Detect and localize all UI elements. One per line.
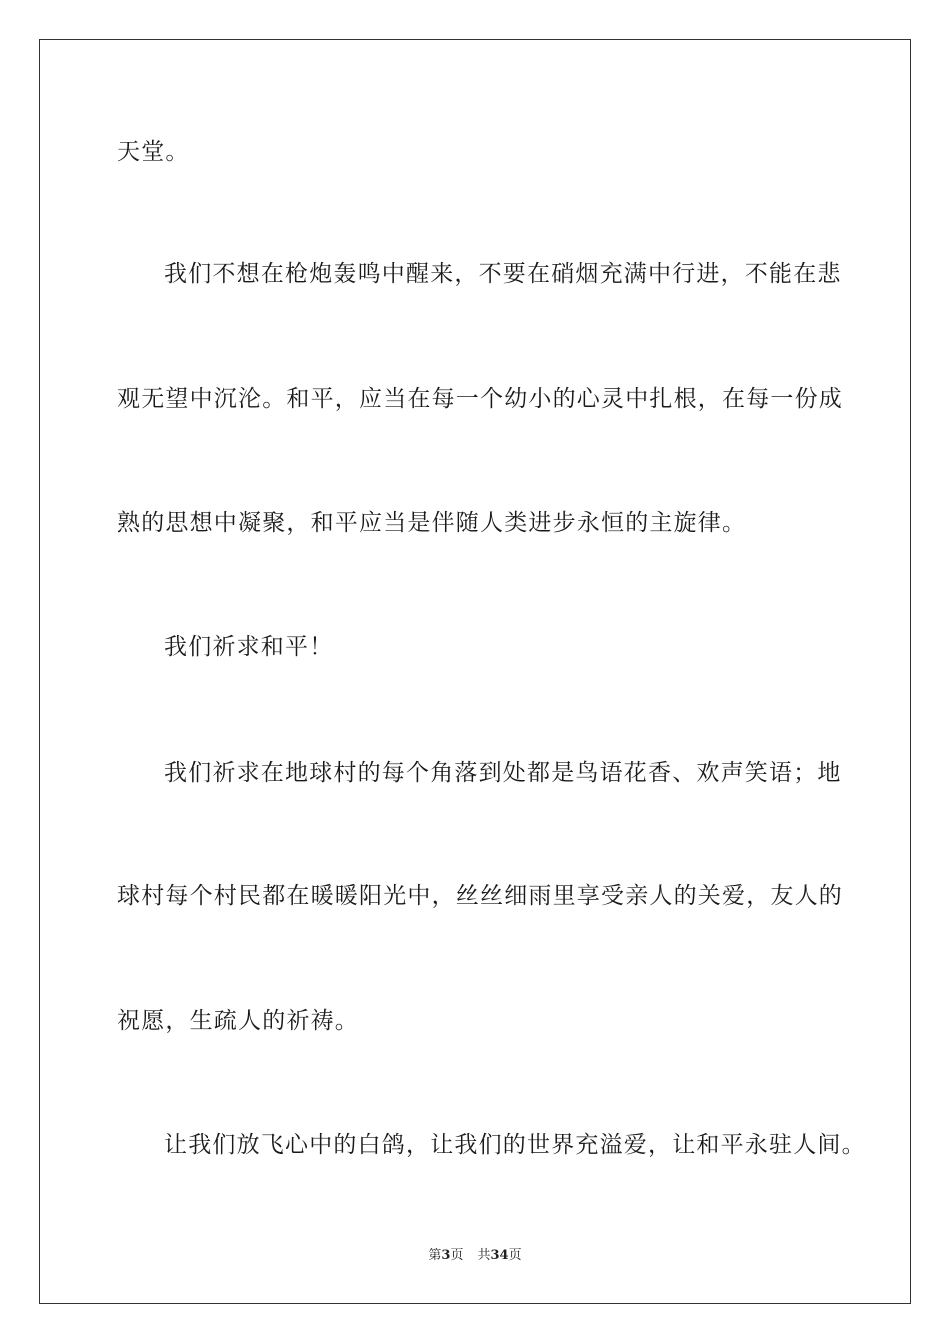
paragraph-line-7: 球村每个村民都在暖暖阳光中，丝丝细雨里享受亲人的关爱，友人的 [117,883,843,909]
page-footer [0,1247,950,1265]
paragraph-line-4: 熟的思想中凝聚，和平应当是伴随人类进步永恒的主旋律。 [117,510,747,536]
total-prefix: 共 [477,1248,491,1263]
paragraph-line-2: 我们不想在枪炮轰鸣中醒来，不要在硝烟充满中行进，不能在悲 [164,261,842,287]
paragraph-line-3: 观无望中沉沦。和平，应当在每一个幼小的心灵中扎根，在每一份成 [117,386,843,412]
paragraph-line-5: 我们祈求和平！ [164,634,334,660]
page-border [39,39,911,1304]
page-prefix: 第 [428,1248,442,1263]
text-line-1: 天堂。 [117,139,190,165]
paragraph-line-8: 祝愿，生疏人的祈祷。 [117,1008,359,1034]
page-number: 3 [441,1248,451,1263]
paragraph-line-9: 让我们放飞心中的白鸽，让我们的世界充溢爱，让和平永驻人间。 [164,1132,866,1158]
total-pages: 34 [490,1248,509,1263]
total-suffix: 页 [508,1248,522,1263]
page-suffix: 页 [450,1248,464,1263]
paragraph-line-6: 我们祈求在地球村的每个角落到处都是鸟语花香、欢声笑语；地 [164,760,842,786]
